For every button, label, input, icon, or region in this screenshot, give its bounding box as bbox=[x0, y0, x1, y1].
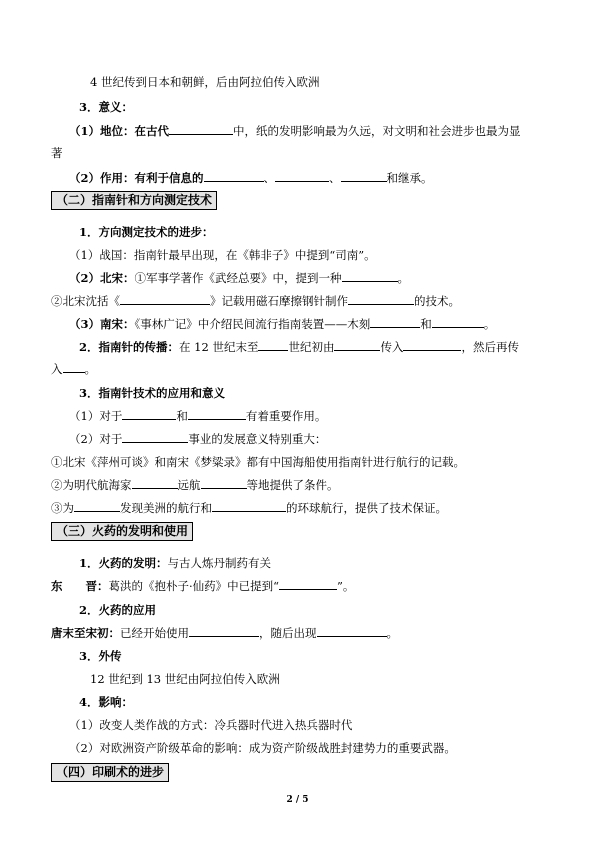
line-text: 传入 bbox=[380, 340, 404, 354]
line-text: 的环球航行，提供了技术保证。 bbox=[286, 501, 447, 515]
line-label: （2）作用：有利于信息的 bbox=[69, 171, 204, 185]
text-line bbox=[79, 339, 519, 355]
line-text: 发现美洲的航行和 bbox=[120, 501, 212, 515]
section-title: （二）指南针和方向测定技术 bbox=[56, 193, 213, 207]
line-text: （1）改变人类作战的方式：冷兵器时代进入热兵器时代 bbox=[69, 718, 353, 732]
section-title: （三）火药的发明和使用 bbox=[56, 524, 189, 538]
text-line bbox=[69, 740, 456, 756]
line-label: 2．指南针的传播： bbox=[79, 340, 180, 354]
line-text: 。 bbox=[483, 317, 496, 331]
heading-text: 3．外传 bbox=[79, 649, 122, 663]
text-line bbox=[51, 454, 465, 470]
fill-blank bbox=[370, 316, 420, 328]
text-line bbox=[51, 500, 447, 516]
heading-text: 4．影响： bbox=[79, 695, 134, 709]
line-text: 世纪初由 bbox=[288, 340, 335, 354]
heading-text: 3．指南针技术的应用和意义 bbox=[79, 386, 226, 400]
text-line bbox=[69, 170, 433, 186]
fill-blank bbox=[317, 625, 387, 637]
line-text: 。 bbox=[386, 626, 398, 640]
fill-blank bbox=[258, 339, 288, 351]
line-label: 东 晋： bbox=[51, 579, 109, 593]
section-heading-compass bbox=[51, 191, 217, 210]
heading-text: 1．方向测定技术的进步： bbox=[79, 225, 214, 239]
line-label: （2）北宋： bbox=[69, 271, 135, 285]
text-line bbox=[69, 431, 326, 447]
line-text: 和 bbox=[176, 409, 188, 423]
line-label: （3）南宋： bbox=[69, 317, 135, 331]
fill-blank bbox=[279, 578, 337, 590]
line-text: 远航 bbox=[177, 478, 201, 492]
text-line bbox=[51, 293, 460, 309]
fill-blank bbox=[74, 500, 120, 512]
text-line bbox=[69, 247, 376, 263]
line-label: （1）地位：在古代 bbox=[69, 124, 170, 138]
line-text: 、 bbox=[329, 171, 341, 185]
line-label: 唐末至宋初： bbox=[51, 626, 120, 640]
line-text: 中，纸的发明影响最为久远，对文明和社会进步也最为显 bbox=[233, 124, 521, 138]
line-text: 》记载用磁石摩擦钢针制作 bbox=[210, 294, 348, 308]
fill-blank bbox=[212, 500, 286, 512]
line-text: 已经开始使用 bbox=[120, 626, 189, 640]
line-text: 与古人炼丹制药有关 bbox=[167, 556, 272, 570]
line-text: （1）对于 bbox=[69, 409, 123, 423]
text-line bbox=[69, 123, 521, 139]
line-text: 有着重要作用。 bbox=[245, 409, 327, 423]
line-text: ③为 bbox=[51, 501, 74, 515]
line-text: ，然后再传 bbox=[461, 340, 519, 354]
page-number-text: 2 / 5 bbox=[286, 795, 309, 805]
heading-significance bbox=[79, 99, 133, 115]
text-line bbox=[51, 578, 354, 594]
text-line bbox=[69, 316, 495, 332]
line-text: ①军事学著作《武经总要》中，提到一种 bbox=[134, 271, 342, 285]
heading-text: 3．意义： bbox=[79, 100, 134, 114]
line-text: ②为明代航海家 bbox=[51, 478, 132, 492]
text-line bbox=[69, 270, 409, 286]
fill-blank bbox=[122, 431, 188, 443]
heading-spread bbox=[79, 648, 122, 664]
line-text: 事业的发展意义特别重大： bbox=[188, 432, 327, 446]
text-line bbox=[51, 477, 339, 493]
text-line bbox=[79, 555, 271, 571]
text-line bbox=[51, 361, 96, 377]
heading-text: 2．火药的应用 bbox=[79, 603, 157, 617]
line-label: 1．火药的发明： bbox=[79, 556, 168, 570]
line-text: 和继承。 bbox=[386, 171, 433, 185]
fill-blank bbox=[432, 316, 484, 328]
line-text: 4 世纪传到日本和朝鲜，后由阿拉伯传入欧洲 bbox=[90, 75, 320, 89]
line-text: ②北宋沈括《 bbox=[51, 294, 120, 308]
heading-application-gunpowder bbox=[79, 602, 156, 618]
line-text: 著 bbox=[51, 146, 63, 160]
fill-blank bbox=[169, 123, 233, 135]
line-text: 。 bbox=[84, 362, 96, 376]
text-line bbox=[51, 145, 63, 161]
heading-impact bbox=[79, 694, 133, 710]
line-text: ”。 bbox=[337, 579, 355, 593]
line-text: （1）战国：指南针最早出现，在《韩非子》中提到“司南”。 bbox=[69, 248, 376, 262]
text-line bbox=[69, 717, 352, 733]
fill-blank bbox=[348, 293, 414, 305]
section-heading-gunpowder bbox=[51, 522, 193, 541]
fill-blank bbox=[201, 477, 247, 489]
fill-blank bbox=[188, 408, 246, 420]
fill-blank bbox=[341, 170, 387, 182]
fill-blank bbox=[132, 477, 178, 489]
line-text: ①北宋《萍州可谈》和南宋《梦粱录》都有中国海船使用指南针进行航行的记载。 bbox=[51, 455, 465, 469]
line-text: （2）对欧洲资产阶级革命的影响：成为资产阶级战胜封建势力的重要武器。 bbox=[69, 741, 456, 755]
heading-application bbox=[79, 385, 225, 401]
fill-blank bbox=[275, 170, 329, 182]
line-text: 和 bbox=[420, 317, 432, 331]
text-line bbox=[90, 74, 319, 90]
line-text: 12 世纪到 13 世纪由阿拉伯传入欧洲 bbox=[90, 672, 280, 686]
text-line bbox=[69, 408, 326, 424]
line-text: 在 12 世纪末至 bbox=[179, 340, 259, 354]
line-text: 等地提供了条件。 bbox=[246, 478, 339, 492]
fill-blank bbox=[122, 408, 176, 420]
line-text: 葛洪的《抱朴子·仙药》中已提到“ bbox=[108, 579, 280, 593]
line-text: 的技术。 bbox=[414, 294, 460, 308]
fill-blank bbox=[189, 625, 259, 637]
fill-blank bbox=[403, 339, 461, 351]
fill-blank bbox=[63, 361, 85, 373]
fill-blank bbox=[120, 293, 210, 305]
section-heading-printing bbox=[51, 763, 169, 782]
line-text: 。 bbox=[397, 271, 410, 285]
line-text: 、 bbox=[263, 171, 276, 185]
line-text: （2）对于 bbox=[69, 432, 123, 446]
fill-blank bbox=[204, 170, 264, 182]
line-text: ，随后出现 bbox=[259, 626, 317, 640]
line-text: 《事林广记》中介绍民间流行指南装置——木刻 bbox=[134, 317, 371, 331]
heading-direction-tech bbox=[79, 224, 214, 240]
text-line bbox=[90, 671, 280, 687]
page-number bbox=[0, 795, 595, 805]
fill-blank bbox=[342, 270, 398, 282]
text-line bbox=[51, 625, 398, 641]
line-text: 入 bbox=[51, 362, 63, 376]
section-title: （四）印刷术的进步 bbox=[56, 765, 165, 779]
fill-blank bbox=[334, 339, 380, 351]
